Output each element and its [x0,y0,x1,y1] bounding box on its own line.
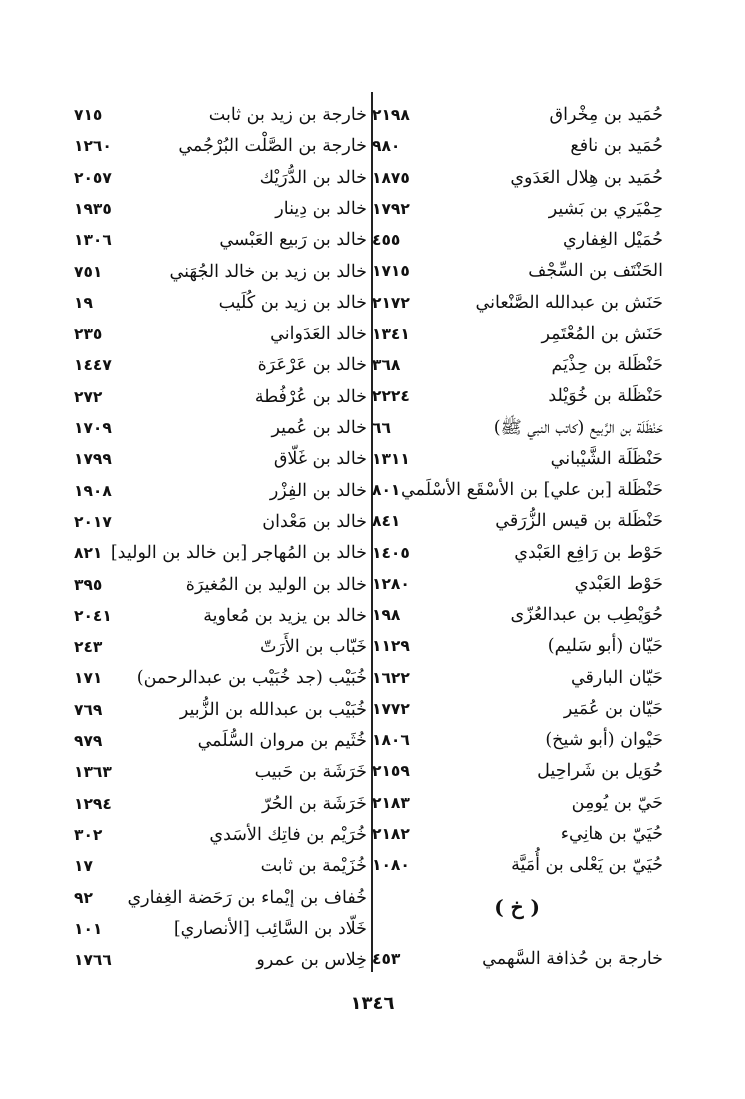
entry-reference-number: ٧١٥ [74,106,103,124]
index-entry [0,319,745,350]
index-entry [0,757,745,788]
index-entry [0,695,745,726]
entry-name: خُثَيم بن مروان السُّلَمي [197,731,367,751]
index-entry [0,632,745,663]
entry-reference-number: ٢١٩٨ [372,106,410,124]
index-entry [0,820,745,851]
index-entry [0,288,745,319]
entry-name: خَرَشَة بن حَبيب [254,762,367,783]
entry-reference-number: ١٢٨٠ [372,574,410,593]
entry-reference-number: ٢٢٢٤ [372,387,410,406]
entry-reference-number: ١٢٦٠ [74,137,112,156]
entry-reference-number: ٧٥١ [74,262,103,281]
entry-name: حَيّ بن يُومِن [571,792,663,813]
entry-reference-number: ٦٦ [372,418,391,437]
entry-name: حَوْط بن رَافِع العَبْدي [514,542,663,563]
entry-name: خَبّاب بن الأَرَتّ [260,637,367,658]
entry-reference-number: ١٩ [74,293,93,312]
index-entry [0,570,745,601]
entry-name: خالد بن الفِزْر [269,480,367,501]
entry-name: حَنْظَلة بن خُوَيْلد [548,386,663,407]
index-entry [0,382,745,413]
entry-name: خُبَيْب (جد خُبَيْب بن عبدالرحمن) [136,668,367,689]
entry-name: حُوَيْطِب بن عبدالعُزّى [510,605,663,625]
index-entry [0,131,745,162]
entry-name: حَيّان (أبو سَليم) [547,636,663,657]
entry-name: خالد بن الدُّرَيْك [259,167,367,188]
entry-reference-number: ١٧٦٦ [74,951,112,970]
entry-name: خارجة بن حُذافة السَّهمي [482,949,663,969]
entry-reference-number: ١٩٨ [372,606,401,624]
entry-reference-number: ١٢٩٤ [74,794,112,813]
entry-reference-number: ٢٤٣ [74,638,103,657]
entry-name: خالد بن الوليد بن المُغيرَة [185,574,367,595]
entry-reference-number: ١٩٣٥ [74,199,112,218]
entry-name: حَنَش بن عبدالله الصَّنْعاني [475,292,663,313]
entry-reference-number: ٢٠٥٧ [74,168,112,187]
entry-name: خالد بن زيد بن كُلَيب [218,292,367,313]
entry-name: حَوْط العَبْدي [574,573,663,594]
entry-reference-number: ٢٣٥ [74,325,103,344]
entry-name: خالد العَدَواني [270,324,367,345]
entry-reference-number: ٤٥٣ [372,950,401,968]
entry-name: خالد بن عُرْفُطة [254,386,367,407]
index-entry [0,100,745,131]
entry-reference-number: ١٧٠٩ [74,419,112,437]
entry-name: خِلاس بن عمرو [256,950,367,971]
index-entry [0,507,745,538]
index-entry [0,257,745,288]
entry-reference-number: ٧٦٩ [74,700,103,719]
entry-reference-number: ١٣٠٦ [74,231,112,250]
entry-reference-number: ١٣٤١ [372,324,410,343]
entry-reference-number: ٣٩٥ [74,575,103,594]
entry-reference-number: ٢٧٢ [74,387,103,406]
entry-name: الحَنْتَف بن السِّجْف [528,261,663,282]
entry-reference-number: ٢٠٤١ [74,606,112,625]
index-entry [0,350,745,381]
entry-name: خُبَيْب بن عبدالله بن الزُّبير [179,699,367,720]
entry-name: حَنْظَلَة بن الرَّبيع (كاتب النبي ﷺ) [493,417,663,438]
entry-name: حَنَش بن المُعْتَمِر [541,323,663,344]
entry-name: حَيْوان (أبو شيخ) [545,730,663,750]
entry-reference-number: ٩٢ [74,888,93,907]
index-entry [0,914,745,945]
entry-reference-number: ١٤٠٥ [372,543,410,562]
entry-reference-number: ١٠١ [74,919,103,938]
index-entry [0,476,745,507]
index-entry [0,663,745,694]
entry-reference-number: ١٧١ [74,669,103,688]
entry-reference-number: ١٧١٥ [372,262,410,281]
entry-reference-number: ١٨٧٥ [372,168,410,187]
entry-reference-number: ١٨٠٦ [372,731,410,749]
entry-name: حُوَيل بن شَراحِيل [537,761,663,782]
entry-name: حَنْظَلَة الشَّيْباني [550,448,663,469]
entry-name: حُمَيد بن مِخْراق [549,105,663,125]
entry-reference-number: ٩٨٠ [372,137,401,156]
index-entry [0,163,745,194]
index-entry [0,194,745,225]
entry-name: خالد بن رَبيع العَبْسي [219,230,367,251]
entry-reference-number: ١٧٩٢ [372,199,410,218]
entry-name: خارجة بن الصَّلْت البُرْجُمي [178,136,367,157]
entry-name: خالد بن المُهاجر [بن خالد بن الوليد] [110,543,367,564]
entry-reference-number: ١٧٩٩ [74,450,112,469]
entry-reference-number: ٢١٥٩ [372,762,410,781]
entry-name: حِمْيَري بن بَشير [548,198,663,219]
entry-name: حُمَيْل الغِفاري [562,230,663,250]
entry-name: خارجة بن زيد بن ثابت [208,105,367,125]
index-entry [0,444,745,475]
entry-name: حَنْظَلة [بن علي] بن الأسْقَع الأسْلَمي [401,480,663,500]
entry-name: حَيّان بن عُمَير [563,698,663,719]
entry-name: خالد بن عُمير [271,418,367,438]
entry-reference-number: ١٠٨٠ [372,856,410,874]
entry-name: خالد بن زيد بن خالد الجُهَني [169,261,367,282]
index-entry [0,538,745,569]
entry-reference-number: ١٧ [74,857,93,876]
entry-name: خالد بن مَعْدان [262,511,367,532]
entry-name: حَيّان البارقي [570,667,663,688]
entry-reference-number: ١١٢٩ [372,637,410,656]
entry-reference-number: ١٩٠٨ [74,481,112,500]
index-entry [0,413,745,444]
entry-reference-number: ١٦٢٢ [372,668,410,687]
entry-reference-number: ٢١٨٣ [372,793,410,812]
entry-name: خُفاف بن إيْماء بن رَحَضة الغِفاري [127,887,367,908]
entry-name: خُرَيْم بن فاتِك الأسَدي [209,824,367,845]
entry-name: خالد بن يزيد بن مُعاوية [203,605,367,626]
index-entry [0,225,745,256]
entry-reference-number: ١٣١١ [372,449,410,468]
entry-name: خالد بن عَرْعَرَة [257,355,367,376]
index-entry [0,726,745,757]
entry-name: خالد بن غَلّاق [273,449,367,470]
entry-reference-number: ٢٠١٧ [74,512,112,531]
entry-reference-number: ١٧٧٢ [372,699,410,718]
entry-name: حُيَيّ بن يَعْلى بن أُمَيَّة [511,855,663,875]
index-entry [0,851,745,882]
entry-name: حَنْظَلة بن حِذْيَم [551,355,663,375]
entry-name: حُيَيّ بن هانِيء [560,823,663,844]
entry-name: خالد بن دِينار [275,198,367,219]
index-entry [0,601,745,632]
entry-reference-number: ٨٢١ [74,544,103,563]
entry-name: خَرَشَة بن الحُرّ [262,793,367,814]
entry-reference-number: ٤٥٥ [372,231,401,249]
entry-reference-number: ٢١٧٢ [372,293,410,312]
entry-reference-number: ٣٦٨ [372,356,401,374]
entry-name: حُمَيد بن نافع [570,136,663,157]
index-entry [0,883,745,914]
entry-name: حَنْظَلة بن قيس الزُّرَقي [495,511,663,532]
entry-reference-number: ١٣٦٣ [74,763,112,782]
section-heading: ( خ ) [494,895,540,919]
page-number: ١٣٤٦ [350,993,395,1014]
entry-reference-number: ٨٤١ [372,512,401,531]
index-entry [0,945,745,976]
entry-reference-number: ٣٠٢ [74,825,103,844]
entry-name: خَلّاد بن السَّائِب [الأنصاري] [173,918,367,939]
entry-reference-number: ٢١٨٢ [372,824,410,843]
entry-reference-number: ٩٧٩ [74,732,103,750]
entry-reference-number: ٨٠١ [372,481,401,499]
index-entry [0,789,745,820]
entry-reference-number: ١٤٤٧ [74,356,112,375]
entry-name: حُمَيد بن هِلال العَدَوي [510,167,663,188]
entry-name: خُزَيْمة بن ثابت [260,856,367,877]
